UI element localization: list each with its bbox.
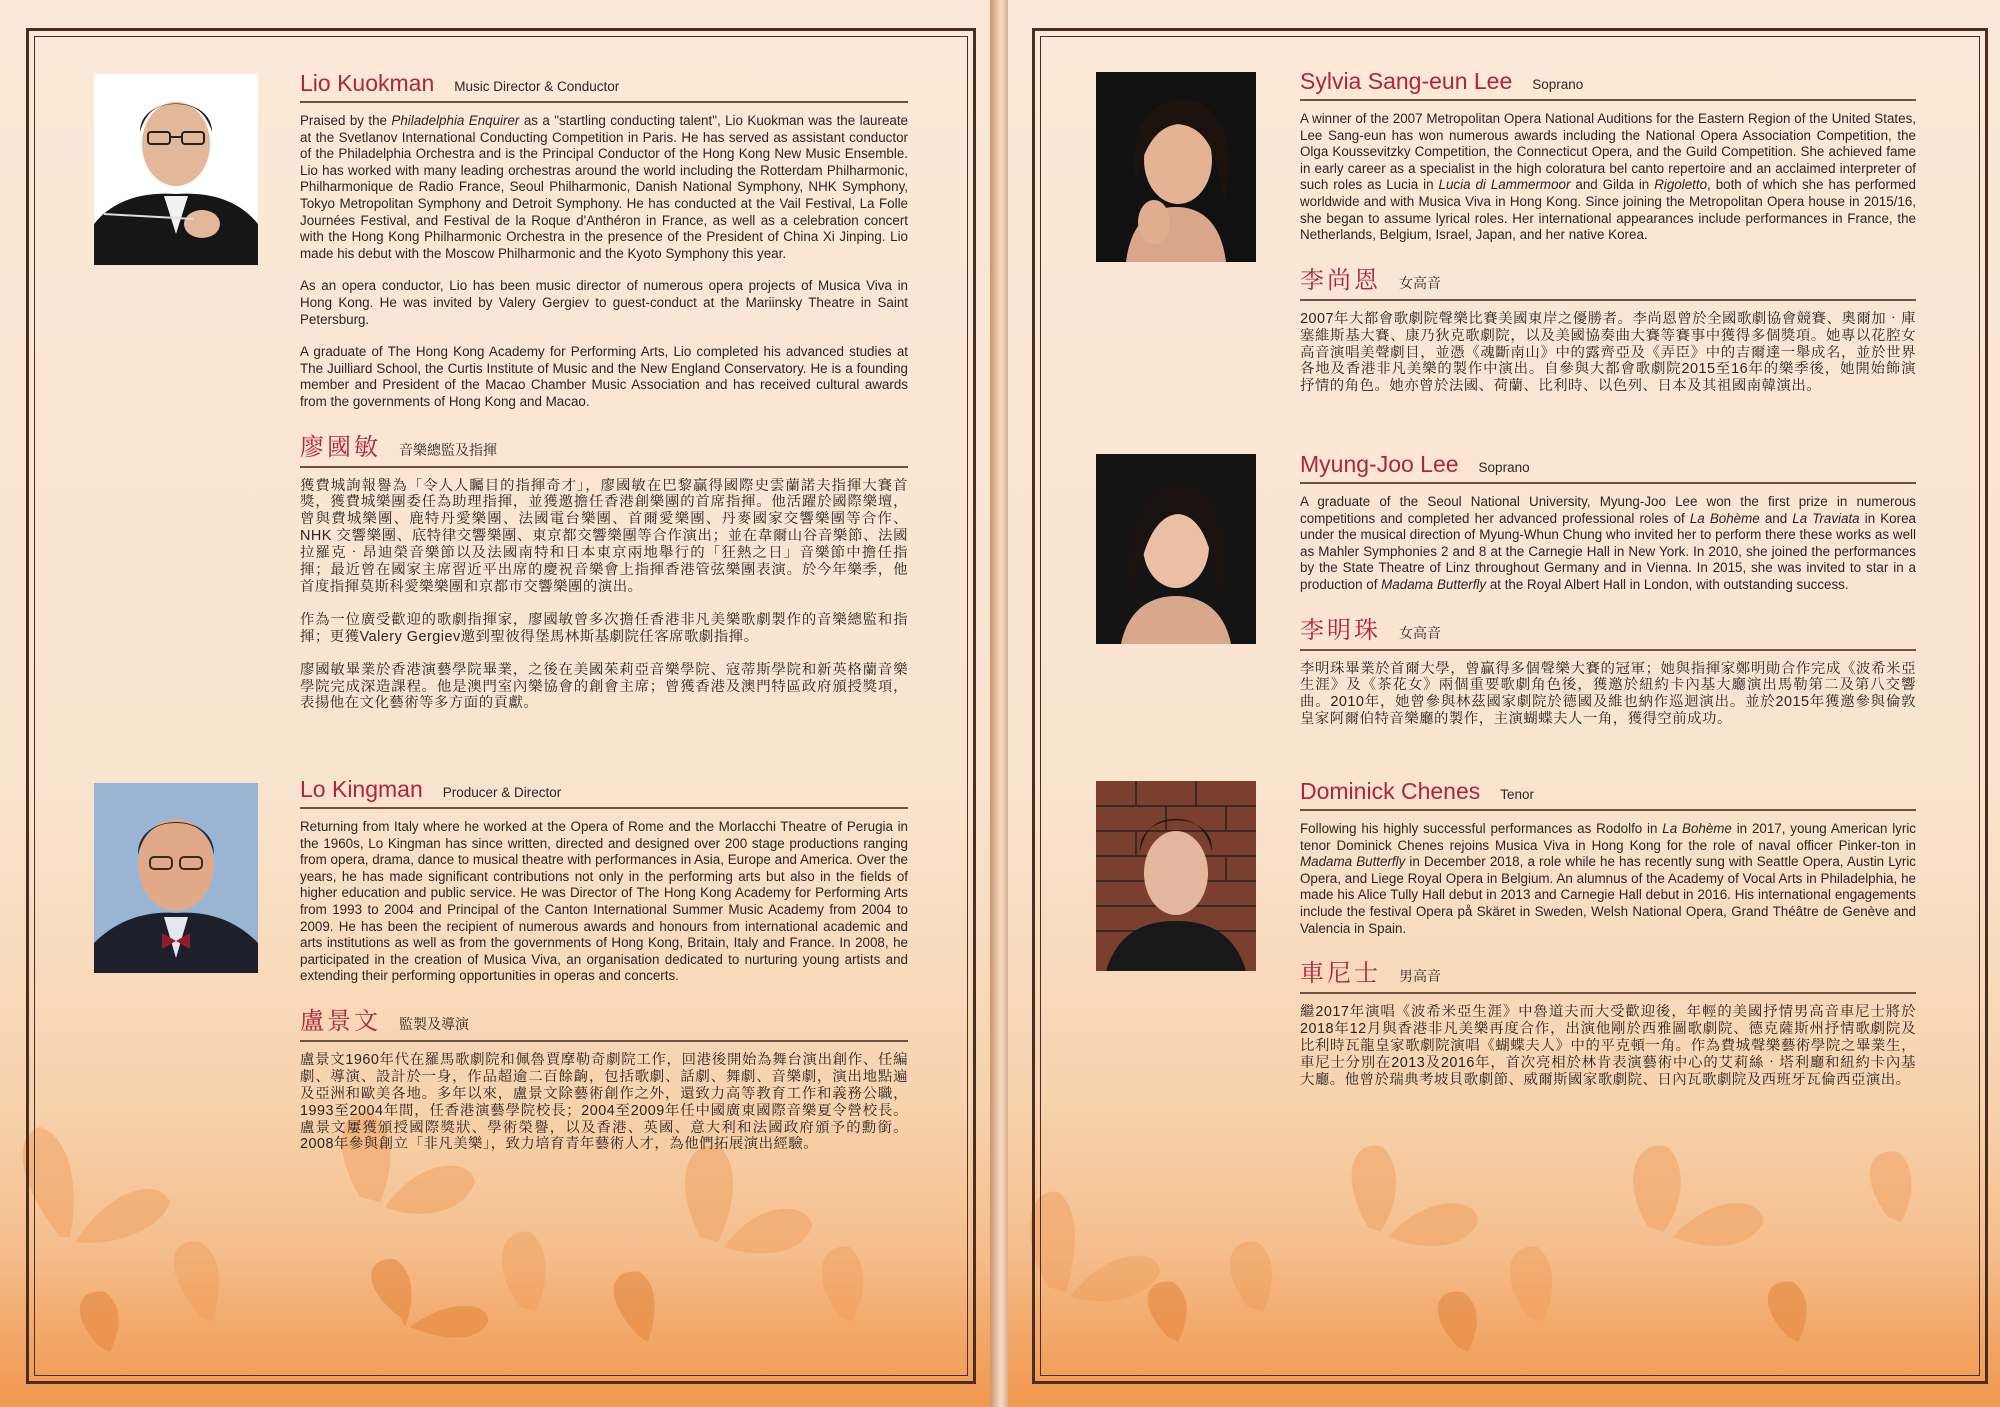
dominick-name-row <box>1300 778 1916 811</box>
bio-paragraph <box>300 113 908 262</box>
artist-chinese-role: 女高音 <box>1399 274 1441 291</box>
text-run: Praised by the <box>300 113 392 128</box>
dominick-chenes-bio <box>1300 778 1916 1105</box>
italic-title: La Traviata <box>1792 510 1860 526</box>
lio-english-bio <box>300 113 908 411</box>
myung-chinese-name-row <box>1300 610 1916 651</box>
artist-role: Soprano <box>1478 460 1530 475</box>
sylvia-sang-eun-lee-photo <box>1096 72 1256 262</box>
bio-paragraph <box>300 819 908 985</box>
artist-name: Dominick Chenes <box>1300 778 1481 804</box>
sylvia-english-bio <box>1300 111 1916 244</box>
lo-chinese-bio <box>300 1052 908 1153</box>
text-run: , both of which she has performed worldwide and with Musica Viva in Hong Kong. Since joining the Metropolitan Opera house in 2015/16, she began to assume lyrical roles. Her international appearances include performances in France, the Netherlands, Belgium, Israel, Japan, and her native Korea. <box>1300 177 1917 243</box>
artist-chinese-role: 監製及導演 <box>399 1015 469 1032</box>
right-page <box>1008 0 2000 1407</box>
bio-paragraph-chinese: 廖國敏畢業於香港演藝學院畢業，之後在美國茱莉亞音樂學院、寇蒂斯學院和新英格蘭音樂學院完成深造課程。他是澳門室內樂協會的創會主席；曾獲香港及澳門特區政府頒授獎項，表揚他在文化藝術等多方面的貢獻。 <box>300 661 908 712</box>
text-run: in December 2018, a role while he has recently sung with Seattle Opera, Austin Lyric Opera, and Liege Royal Opera in Belgium. An alumnus of the Academy of Vocal Arts in Philadelphia, he made his Alice Tully Hall debut in 2013 and Carnegie Hall debut in 2016. His international engagements include the festival Opera på Skäret in Sweden, Welsh National Opera, Grand Théâtre de Genève and Valencia in Spain. <box>1300 854 1916 936</box>
bio-paragraph-chinese: 李明珠畢業於首爾大學，曾贏得多個聲樂大賽的冠軍；她與指揮家鄭明勛合作完成《波希米亞生涯》及《茶花女》兩個重要歌劇角色後，獲邀於紐約卡內基大廳演出馬勒第二及第八交響曲。2010年，她曾參與林茲國家劇院於德國及維也納作巡迴演出。並於2015年獲邀參與倫敦皇家阿爾伯特音樂廳的製作，主演蝴蝶夫人一角，獲得空前成功。 <box>1300 660 1916 728</box>
myung-joo-lee-photo <box>1096 454 1256 644</box>
bio-paragraph-chinese: 2007年大都會歌劇院聲樂比賽美國東岸之優勝者。李尚恩曾於全國歌劇協會競賽、奧爾加‧庫塞維斯基大賽、康乃狄克歌劇院，以及美國協奏曲大賽等賽事中獲得多個獎項。她專以花腔女高音演唱美聲劇目，並憑《魂斷南山》中的露齊亞及《弄臣》中的吉爾達一舉成名，並於世界各地及香港非凡美樂的製作中演出。自參與大都會歌劇院2015至16年的樂季後，她開始飾演抒情的角色。她亦曾於法國、荷蘭、比利時、以色列、日本及其祖國南韓演出。 <box>1300 310 1916 395</box>
left-page <box>0 0 994 1407</box>
bio-paragraph <box>1300 821 1916 937</box>
text-run: and Gilda in <box>1570 177 1655 193</box>
text-run: Returning from Italy where he worked at the Opera of Rome and the Morlacchi Theatre of Perugia in the 1960s, Lo Kingman has since written, directed and designed over 200 stage productions ranging from opera, drama, dance to musical theatre with performances in Asia, Europe and America. Over the years, he has made significant contributions not only in the performing arts but also in the fields of higher education and public service. He was Director of The Hong Kong Academy for Performing Arts from 1993 to 2004 and Principal of the Canton International Summer Music Academy from 2004 to 2009. He has been the recipient of numerous awards and honours from international academic and arts institutions as well as from the governments of Hong Kong, Britain, Italy and France. In 2008, he participated in the creation of Musica Viva, an organisation dedicated to nurturing young artists and extending their performing opportunities in operas and concerts. <box>300 819 908 984</box>
text-run: at the Royal Albert Hall in London, with outstanding success. <box>1486 576 1849 592</box>
bio-paragraph-chinese: 獲費城詢報譽為「令人人矚目的指揮奇才」，廖國敏在巴黎贏得國際史雲蘭諾夫指揮大賽首獎，獲費城樂團委任為助理指揮，並獲邀擔任香港創樂團的首席指揮。他活躍於國際樂壇，曾與費城樂團、鹿特丹愛樂團、法國電台樂團、首爾愛樂團、丹麥國家交響樂團等合作、NHK 交響樂團、底特律交響樂團、東京都交響樂團等合作演出；並在韋爾山谷音樂節、法國拉羅克‧昂迪榮音樂節以及法國南特和日本東京兩地舉行的「狂熱之日」音樂節中擔任指揮；最近曾在國家主席習近平出席的慶祝音樂會上指揮香港管弦樂團表演。於今年樂季，他首度指揮莫斯科愛樂樂團和京都市交響樂團的演出。 <box>300 477 908 595</box>
bio-paragraph <box>300 344 908 410</box>
lio-chinese-name-row <box>300 427 908 468</box>
sylvia-sang-eun-lee-bio <box>1300 68 1916 411</box>
italic-title: La Bohème <box>1689 510 1760 526</box>
text-run: Following his highly successful performances as Rodolfo in <box>1300 821 1663 836</box>
lo-kingman-photo <box>94 783 258 973</box>
artist-chinese-role: 男高音 <box>1399 968 1441 985</box>
lo-kingman-bio <box>300 776 908 1169</box>
lio-name-row <box>300 70 908 103</box>
text-run: in 2017, young American lyric tenor Dominick Chenes rejoins Musica Viva in Hong Kong for the role of naval officer Pinker-ton in <box>1300 821 1917 853</box>
text-run: as a "startling conducting talent", Lio Kuokman was the laureate at the Svetlanov International Conducting Competition in Paris. He has served as assistant conductor of the Philadelphia Orchestra and is the Principal Conductor of the Hong Kong New Music Ensemble. Lio has worked with many leading orchestras around the world including the Rotterdam Philharmonic, Philharmonique de Radio France, Seoul Philharmonic, Danish National Symphony, NHK Symphony, Tokyo Metropolitan Symphony and Detroit Symphony. He has conducted at the Vail Festival, La Folle Journées Festival, and Festival de la Roque d'Anthéron in France, as well as a celebration concert with the Hong Kong Philharmonic Orchestra in the presence of the President of China Xi Jinping. Lio made his debut with the Moscow Philharmonic and the Kyoto Symphony this year. <box>300 113 909 261</box>
lio-chinese-bio <box>300 478 908 713</box>
dominick-english-bio <box>1300 821 1916 937</box>
lo-name-row <box>300 776 908 809</box>
dominick-chinese-bio <box>1300 1004 1916 1089</box>
italic-title: Madama Butterfly <box>1381 576 1487 592</box>
lio-kuokman-photo <box>94 74 258 265</box>
artist-chinese-role: 女高音 <box>1399 624 1441 641</box>
dominick-chenes-photo <box>1096 781 1256 971</box>
artist-name: Sylvia Sang-eun Lee <box>1300 68 1513 94</box>
bio-paragraph <box>1300 111 1916 244</box>
artist-name: Lo Kingman <box>300 776 423 802</box>
bio-paragraph-chinese: 盧景文1960年代在羅馬歌劇院和佩魯賈摩勒奇劇院工作，回港後開始為舞台演出創作、任編劇、導演、設計於一身，作品超逾二百餘齣，包括歌劇、話劇、舞劇、音樂劇，演出地點遍及亞洲和歐美各地。多年以來，盧景文除藝術創作之外，還致力高等教育工作和義務公職，1993至2004年間，任香港演藝學院校長；2004至2009年任中國廣東國際音樂夏令營校長。盧景文屢獲頒授國際獎狀、學術榮譽，以及香港、英國、意大利和法國政府頒予的勳銜。2008年參與創立「非凡美樂」，致力培育青年藝術人才，為他們拓展演出經驗。 <box>300 1051 908 1153</box>
italic-title: Philadelphia Enquirer <box>391 113 520 128</box>
text-run: A graduate of The Hong Kong Academy for Performing Arts, Lio completed his advanced studies at The Juilliard School, the Curtis Institute of Music and the New England Conservatory. He is a founding member and President of the Macao Chamber Music Association and has received cultural awards from the governments of Hong Kong and Macao. <box>300 344 908 409</box>
artist-chinese-name: 盧景文 <box>300 1007 381 1035</box>
artist-chinese-name: 李明珠 <box>1300 616 1381 644</box>
artist-chinese-name: 廖國敏 <box>300 433 381 461</box>
artist-role: Music Director & Conductor <box>454 79 620 94</box>
italic-title: Rigoletto <box>1654 177 1708 193</box>
bio-paragraph-chinese: 繼2017年演唱《波希米亞生涯》中魯道夫而大受歡迎後，年輕的美國抒情男高音車尼士將於2018年12月與香港非凡美樂再度合作，出演他剛於西雅圖歌劇院、德克薩斯州抒情歌劇院及比利時瓦龍皇家歌劇院演唱《蝴蝶夫人》中的平克頓一角。作為費城聲樂藝術學院之畢業生，車尼士分別在2013及2016年，首次亮相於林肯表演藝術中心的艾莉絲‧塔利廳和紐約卡內基大廳。他曾於瑞典考坡貝歌劇節、威爾斯國家歌劇院、日內瓦歌劇院及西班牙瓦倫西亞演出。 <box>1300 1004 1916 1088</box>
sylvia-chinese-name-row <box>1300 260 1916 301</box>
myung-name-row <box>1300 451 1916 484</box>
italic-title: Lucia di Lammermoor <box>1438 177 1571 193</box>
myung-chinese-bio <box>1300 661 1916 729</box>
italic-title: La Bohème <box>1662 821 1732 836</box>
italic-title: Madama Butterfly <box>1300 854 1406 870</box>
lo-english-bio <box>300 819 908 985</box>
artist-name: Lio Kuokman <box>300 70 435 96</box>
text-run: in Korea under the musical direction of Myung-Whun Chung who invited her to perform there these works as well as Mahler Symphonies 2 and 8 at the Carnegie Hall in New York. In 2010, she joined the performances by the State Theatre of Linz throughout Germany and in Vienna. In 2015, she was invited to star in a production of <box>1300 510 1916 592</box>
myung-joo-lee-bio <box>1300 451 1916 744</box>
bio-paragraph <box>300 278 908 328</box>
text-run: and <box>1759 510 1793 526</box>
bio-paragraph-chinese: 作為一位廣受歡迎的歌劇指揮家，廖國敏曾多次擔任香港非凡美樂歌劇製作的音樂總監和指揮；更獲Valery Gergiev邀到聖彼得堡馬林斯基劇院任客席歌劇指揮。 <box>300 611 908 645</box>
lo-chinese-name-row <box>300 1001 908 1042</box>
artist-role: Producer & Director <box>442 785 562 800</box>
artist-role: Soprano <box>1532 77 1584 92</box>
artist-chinese-name: 車尼士 <box>1300 960 1381 988</box>
artist-chinese-name: 李尚恩 <box>1300 266 1381 294</box>
bio-paragraph <box>1300 494 1916 594</box>
text-run: A graduate of the Seoul National University, Myung-Joo Lee won the first prize in numerous competitions and completed her advanced professional roles of <box>1300 494 1916 526</box>
artist-name: Myung-Joo Lee <box>1300 451 1459 477</box>
myung-english-bio <box>1300 494 1916 594</box>
sylvia-name-row <box>1300 68 1916 101</box>
lio-kuokman-bio <box>300 70 908 728</box>
dominick-chinese-name-row <box>1300 953 1916 994</box>
artist-role: Tenor <box>1500 787 1535 802</box>
sylvia-chinese-bio <box>1300 311 1916 396</box>
text-run: As an opera conductor, Lio has been music director of numerous opera projects of Musica Viva in Hong Kong. He was invited by Valery Gergiev to guest-conduct at the Mariinsky Theatre in Saint Petersburg. <box>300 278 908 327</box>
text-run: A winner of the 2007 Metropolitan Opera National Auditions for the Eastern Region of the United States, Lee Sang-eun has won numerous awards including the National Opera Association Competition, the Olga Koussevitzky Competition, the Connecticut Opera, and the Guild Competition. She achieved fame in early career as a specialist in the high coloratura bel canto repertoire and an acclaimed interpreter of such roles as Lucia in <box>1300 111 1916 193</box>
artist-chinese-role: 音樂總監及指揮 <box>399 441 497 458</box>
